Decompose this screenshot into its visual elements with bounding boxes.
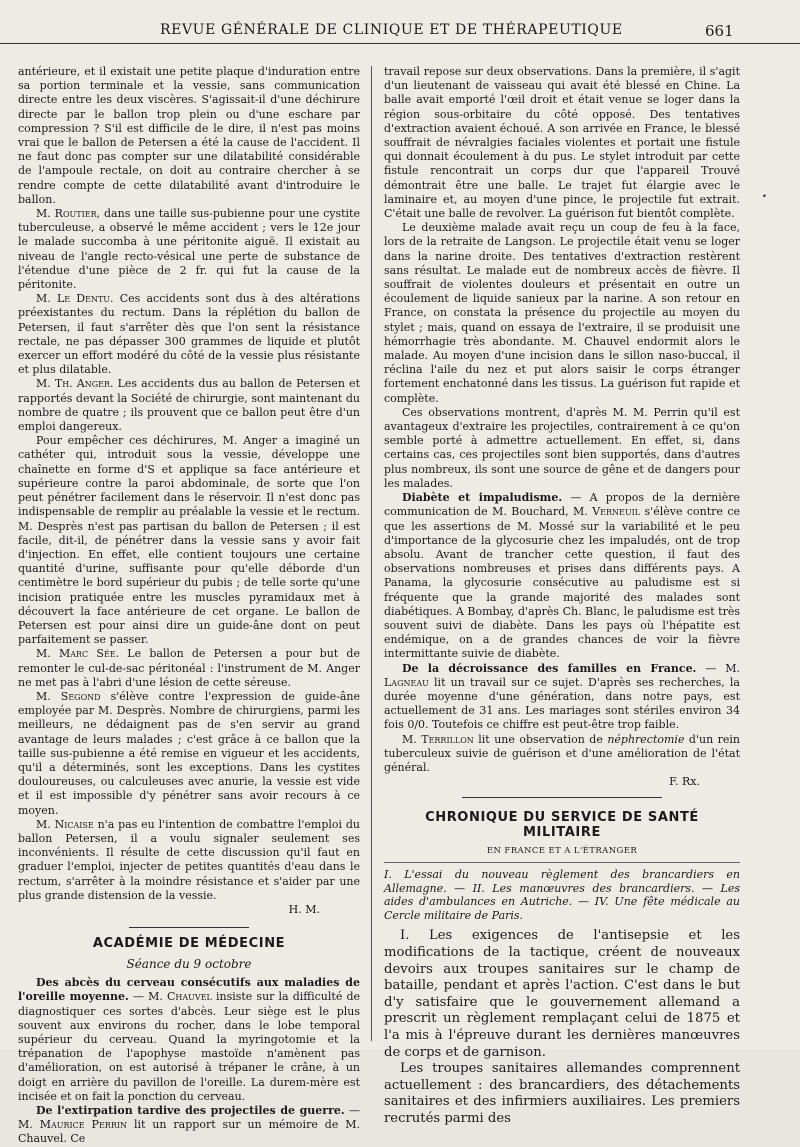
- section-title: ACADÉMIE DE MÉDECINE: [92, 936, 286, 952]
- journal-title: REVUE GÉNÉRALE DE CLINIQUE ET DE THÉRAPEUTIQUE: [160, 22, 623, 38]
- speaker-name: M. Th. Anger.: [36, 377, 114, 391]
- section-title: CHRONIQUE DU SERVICE DE SANTÉ MILITAIRE: [425, 810, 699, 841]
- paragraph: [18, 818, 360, 903]
- speaker-name: Chauvel: [167, 990, 212, 1004]
- article-heading: De l'extirpation tardive des projectiles de guerre.: [36, 1104, 345, 1118]
- paragraph-text: n'a pas eu l'intention de combattre l'emploi du ballon Petersen, il a voulu signaler seulement ses inconvénients. Il résulte de cette discussion qu'il faut en graduer l'emploi, injecter de petites quantités d'eau dans le rectum, s'arrêter à la moindre résistance et s'aider par une plus grande distension de la vessie.: [18, 817, 360, 902]
- paragraph: [18, 976, 360, 1104]
- chronicle-body: [384, 928, 740, 1127]
- section-rule: [462, 797, 662, 798]
- speaker-name: M. Segond: [36, 689, 101, 703]
- running-head: [0, 20, 800, 44]
- paragraph: [18, 377, 360, 434]
- paragraph: [18, 207, 360, 292]
- paragraph: [18, 1104, 360, 1147]
- margin-dot: •: [762, 192, 767, 201]
- speaker-name: M. Routier,: [36, 207, 101, 221]
- speaker-name: Verneuil: [592, 505, 641, 519]
- paragraph: [384, 491, 740, 661]
- paragraph: Les troupes sanitaires allemandes comprennent actuellement : des brancardiers, des détachements sanitaires et des infirmiers auxiliaires. Les premiers recrutés parmi des: [384, 1061, 740, 1126]
- paragraph: I. Les exigences de l'antisepsie et les modifications de la tactique, créent de nouveaux devoirs aux troupes sanitaires sur le champ de bataille, pendant et après l'action. C'est dans le but d'y satisfaire que le gouvernement allemand a prescrit un règlement remplaçant celui de 1875 et l'a mis à l'épreuve durant les dernières manœuvres de corps et de garnison.: [384, 928, 740, 1060]
- dash: — M.: [128, 990, 167, 1004]
- section-rule: [129, 927, 249, 928]
- paragraph-text: — A propos de la dernière communication de M. Bouchard, M.: [384, 491, 740, 519]
- section-subtitle: EN FRANCE ET A L'ÉTRANGER: [486, 846, 638, 857]
- paragraph: [18, 690, 360, 818]
- speaker-name: Maurice Perrin: [39, 1118, 128, 1132]
- session-date: Séance du 9 octobre: [126, 957, 252, 972]
- dash: — M.: [696, 661, 740, 675]
- article-heading: Des abcès du cerveau consécutifs aux maladies de l'oreille moyenne.: [18, 976, 360, 1004]
- paragraph-text: lit une observation de: [473, 732, 608, 746]
- article-heading: De la décroissance des familles en France.: [402, 661, 697, 675]
- paragraph: [384, 662, 740, 733]
- paragraph-text: Ces accidents sont dus à des altérations préexistantes du rectum. Dans la réplétion du ballon de Petersen, il faut s'arrêter dès que l'on sent la résistance rectale, ne pas dépasser 300 grammes de liquide et plutôt exercer un effort modéré du côté de la vessie plus résistante et plus dilatable.: [18, 292, 360, 377]
- paragraph-text: Les accidents dus au ballon de Petersen et rapportés devant la Société de chirurgie, sont maintenant du nombre de quatre ; ils prouvent que ce ballon peut être d'un emploi dangereux.: [18, 377, 360, 434]
- speaker-name: M. Marc Sée.: [36, 647, 120, 661]
- emphasis: néphrectomie: [607, 732, 685, 746]
- speaker-name: Lagneau: [384, 675, 429, 689]
- paragraph: Le deuxième malade avait reçu un coup de feu à la face, lors de la retraite de Langson. Le projectile était venu se loger dans la narine droite. Des tentatives d'extraction restèrent sans résultat. Le malade eut de nombreux accès de fièvre. Il souffrait de violentes douleurs et présentait en outre un écoulement de liquide sanieux par la narine. A son retour en France, on constata la présence du projectile au moyen du stylet ; mais, quand on essaya de l'extraire, il se produisit une hémorrhagie très abondante. M. Chauvel endormit alors le malade. Au moyen d'une incision dans le sillon naso-buccal, il réclina l'aile du nez et put alors saisir le corps étranger fortement enchatonné dans les tissus. La guérison fut rapide et complète.: [384, 221, 740, 405]
- paragraph-text: lit un travail sur ce sujet. D'après ses recherches, la durée moyenne d'une génération, dans notre pays, est actuellement de 31 ans. Les mariages sont stériles environ 34 fois 0/0. Toutefois ce chiffre est peut-être trop faible.: [384, 675, 740, 732]
- paragraph: Pour empêcher ces déchirures, M. Anger a imaginé un cathéter qui, introduit sous la vessie, développe une chaînette en forme d'S et applique sa face antérieure et supérieure contre la paroi abdominale, de sorte que l'on peut pénétrer facilement dans le réservoir. Il n'est donc pas indispensable de remplir au préalable la vessie et le rectum. M. Desprès n'est pas partisan du ballon de Petersen ; il est facile, dit-il, de pénétrer dans la vessie sans y avoir fait d'injection. En effet, elle contient toujours une certaine quantité d'urine, suffisante pour qu'elle déborde d'un centimètre le bord supérieur du pubis ; de telle sorte qu'une incision pratiquée entre les muscles pyramidaux met à découvert la face antérieure de cet organe. Le ballon de Petersen est pour ainsi dire un guide-âne dont on peut parfaitement se passer.: [18, 434, 360, 647]
- dash: — M.: [18, 1104, 360, 1132]
- paragraph: Ces observations montrent, d'après M. M. Perrin qu'il est avantageux d'extraire les projectiles, contrairement à ce qu'on semble porté à admettre actuellement. En effet, si, dans certains cas, ces projectiles sont bien supportés, dans d'autres plus nombreux, ils sont une source de gêne et de dangers pour les malades.: [384, 405, 740, 490]
- signature-initials: F. Rx.: [669, 775, 700, 789]
- paragraph: [384, 733, 740, 776]
- paragraph: [18, 292, 360, 377]
- paragraph-text: d'un rein tuberculeux suivie de guérison et d'une amélioration de l'état général.: [384, 732, 740, 774]
- column-divider: [371, 66, 372, 1041]
- chronicle-summary: I. L'essai du nouveau règlement des brancardiers en Allemagne. — II. Les manœuvres des brancardiers. — Les aides d'ambulances en Autriche. — IV. Une fête médicale au Cercle militaire de Paris.: [384, 862, 740, 922]
- paragraph-text: lit un rapport sur un mémoire de M. Chauvel. Ce: [18, 1118, 361, 1146]
- signature-initials: H. M.: [288, 902, 320, 916]
- speaker-name: M. Le Dentu.: [36, 292, 114, 306]
- paragraph: antérieure, et il existait une petite plaque d'induration entre sa portion terminale et la vessie, sans communication directe entre les deux viscères. S'agissait-il d'une déchirure directe par le ballon trop plein ou d'une eschare par compression ? S'il est difficile de le dire, il n'est pas moins vrai que le ballon de Petersen a été la cause de l'accident. Il ne faut donc pas compter sur une dilatabilité considérable de l'ampoule rectale, on doit au contraire chercher à se rendre compte de cette dilatabilité avant d'introduire le ballon.: [18, 65, 360, 206]
- paragraph: travail repose sur deux observations. Dans la première, il s'agit d'un lieutenant de vaisseau qui avait été blessé en Chine. La balle avait emporté l'œil droit et était venue se loger dans la région sous-orbitaire du côté opposé. Des tentatives d'extraction avaient échoué. A son arrivée en France, le blessé souffrait de névralgies faciales violentes et portait une fistule qui donnait écoulement à du pus. Le stylet introduit par cette fistule rencontrait un corps dur que l'appareil Trouvé démontrait être une balle. Le trajet fut élargie avec le laminaire et, au moyen d'une pince, le projectile fut extrait. C'était une balle de revolver. La guérison fut bientôt complète.: [384, 65, 740, 221]
- paragraph-text: s'élève contre l'expression de guide-âne employée par M. Desprès. Nombre de chirurgiens, parmi les meilleurs, ne dédaignent pas de s'en servir au grand avantage de leurs malades ; c'est grâce à ce ballon que la taille sus-pubienne a été remise en vigueur et les accidents, qu'il a déterminés, sont les exceptions. Dans les cystites douloureuses, ou calculeuses avec anurie, la vessie est vide et il est impossible d'y pénétrer sans avoir recours à ce moyen.: [18, 689, 361, 817]
- right-column: [384, 65, 740, 1127]
- paragraph-text: insiste sur la difficulté de diagnostiquer ces sortes d'abcès. Leur siège est le plus souvent aux environs du rocher, dans le lobe temporal supérieur du cerveau. Quand la myringotomie et la trépanation de l'apophyse mastoïde n'amènent pas d'amélioration, on est autorisé à trépaner le crâne, à un doigt en arrière du pavillon de l'oreille. La durem-mère est incisée et on fait la ponction du cerveau.: [18, 990, 361, 1103]
- paragraph-text: dans une taille sus-pubienne pour une cystite tuberculeuse, a observé le même accident ; vers le 12e jour le malade succomba à une péritonite aiguë. Il existait au niveau de l'angle recto-vésical une perte de substance de l'étendue d'une pièce de 2 fr. qui fut la cause de la péritonite.: [18, 207, 360, 292]
- speaker-name: M. Nicaise: [36, 817, 94, 831]
- paragraph: [18, 647, 360, 690]
- left-column: [18, 65, 360, 1147]
- article-heading: Diabète et impaludisme.: [402, 491, 563, 505]
- paragraph-text: M.: [402, 732, 422, 746]
- paragraph-text: Le ballon de Petersen a pour but de remonter le cul-de-sac péritonéal : l'instrument de M. Anger ne met pas à l'abri d'une lésion de cette séreuse.: [18, 647, 360, 689]
- speaker-name: Terrillon: [421, 732, 474, 746]
- page-number: 661: [705, 22, 734, 40]
- paragraph-text: s'élève contre ce que les assertions de M. Mossé sur la variabilité et le peu d'importance de la glycosurie chez les impaludés, ont de trop absolu. Avant de trancher cette question, il faut des observations nombreuses et prises dans différents pays. A Panama, la glycosurie consécutive au paludisme est si fréquente que la grande majorité des malades sont diabétiques. A Bombay, d'après Ch. Blanc, le paludisme est très souvent suivi de diabète. Dans les pays où l'hépatite est endémique, on a de grandes chances de voir la fièvre intermittante suivie de diabète.: [384, 505, 741, 661]
